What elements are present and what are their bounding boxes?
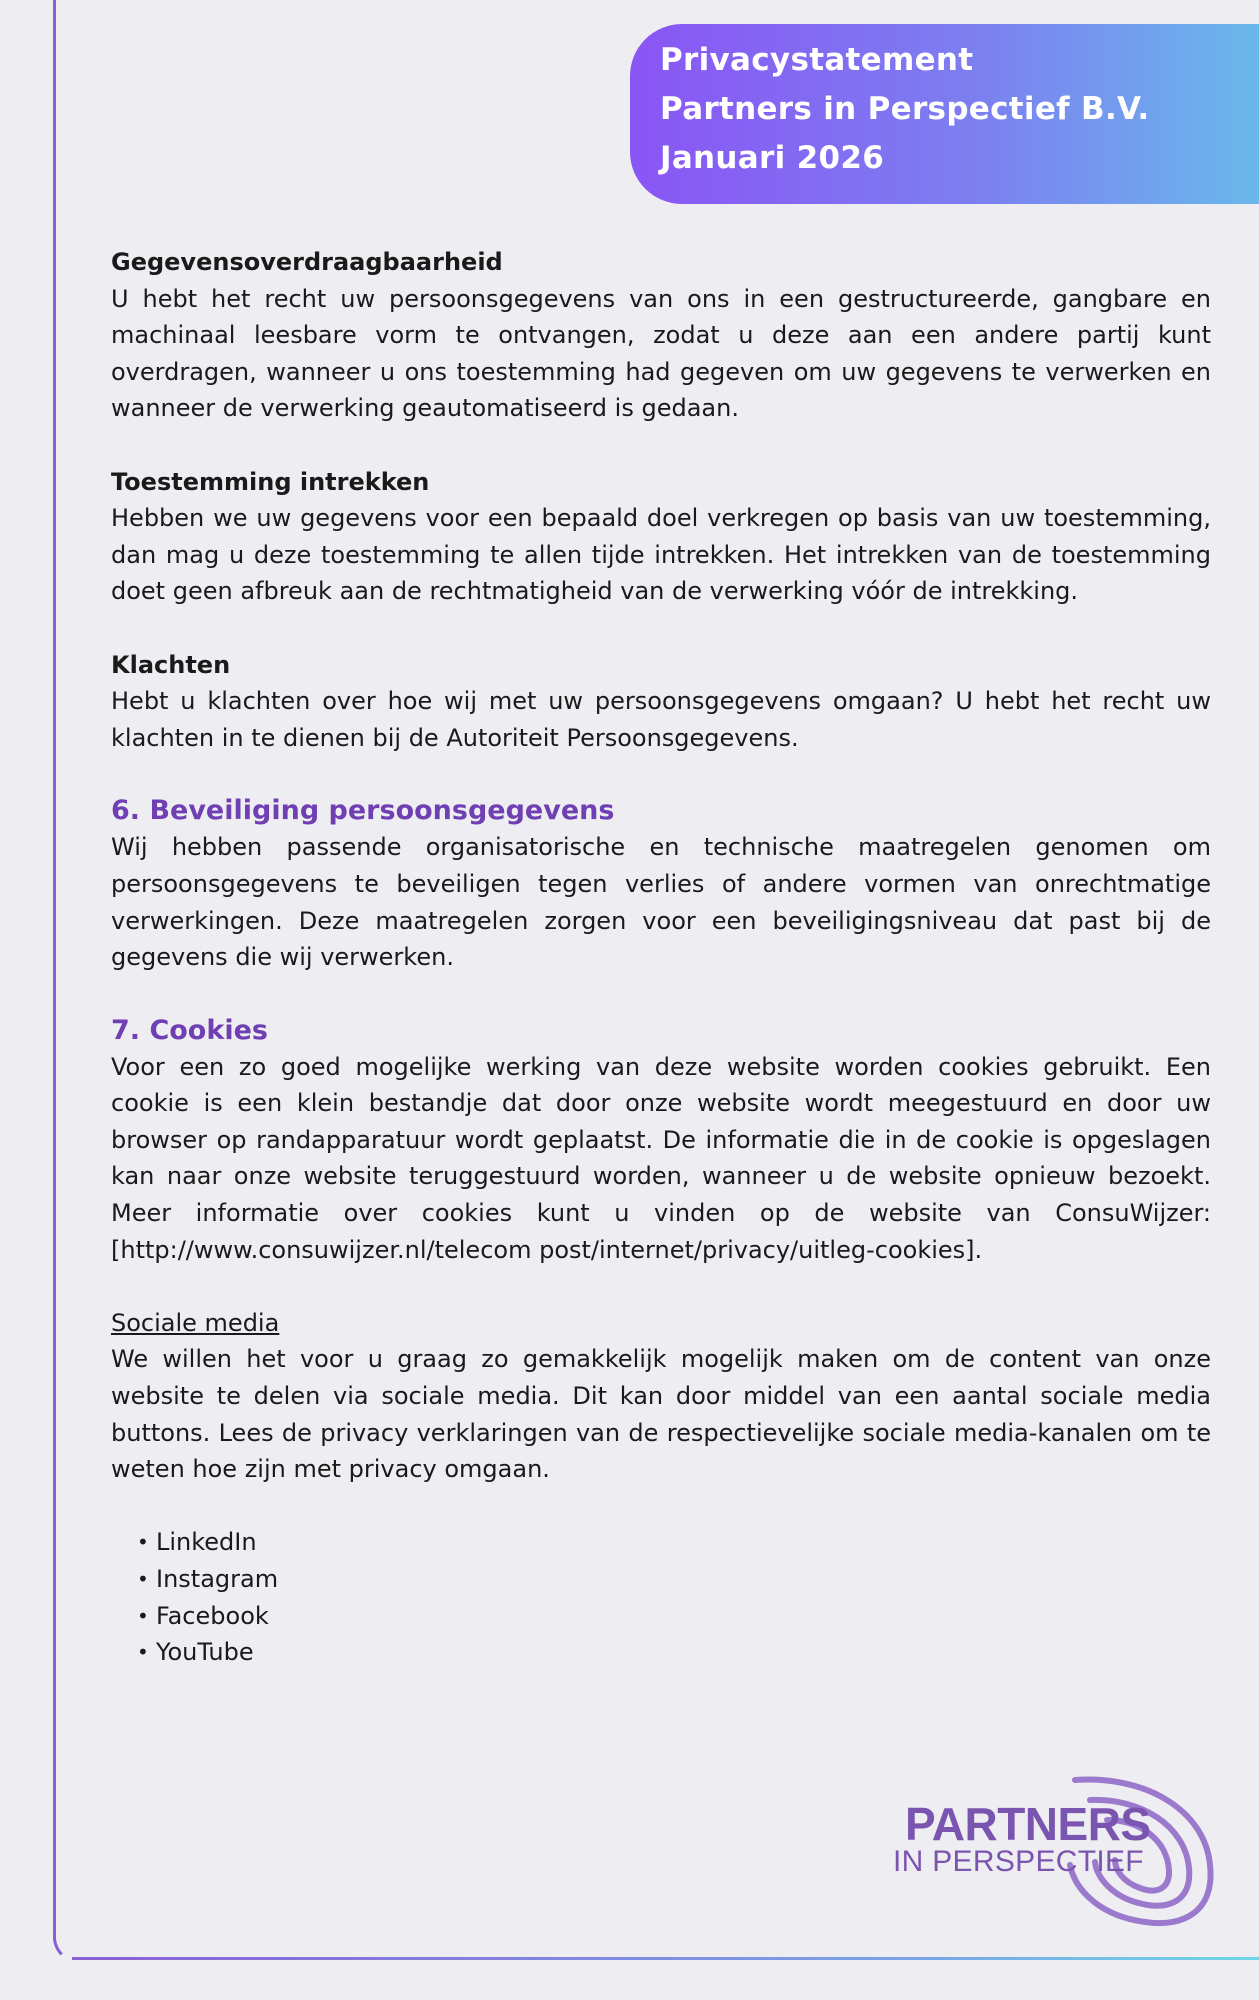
frame-bottom-line (72, 1957, 1259, 1960)
list-item-facebook: • Facebook (137, 1598, 1211, 1635)
header-title: Privacystatement (660, 42, 974, 78)
section-text-portability: U hebt het recht uw persoonsgegevens van ons in een gestructureerde, gangbare en machinaal leesbare vorm te ontvangen, zodat u deze aan een andere partij kunt overdragen, wanneer u ons toestemming had gegeven om uw gegevens te verwerken en wanneer de verwerking geautomatiseerd is gedaan. (111, 284, 1211, 423)
header-date: Januari 2026 (660, 140, 885, 176)
section-title-complaints: Klachten (111, 650, 231, 679)
social-media-list (111, 1524, 1211, 1670)
list-item-instagram: • Instagram (137, 1561, 1211, 1598)
document-body (111, 244, 1211, 1671)
section-title-cookies: 7. Cookies (111, 1014, 268, 1046)
section-text-complaints: Hebt u klachten over hoe wij met uw persoonsgegevens omgaan? U hebt het recht uw klachten in te dienen bij de Autoriteit Persoonsgegevens. (111, 687, 1211, 752)
header-company: Partners in Perspectief B.V. (660, 91, 1150, 127)
section-text-consent: Hebben we uw gegevens voor een bepaald doel verkregen op basis van uw toestemming, dan mag u deze toestemming te allen tijde intrekken. Het intrekken van de toestemming doet geen afbreuk aan de rechtmatigheid van de verwerking vóór de intrekking. (111, 504, 1211, 606)
document-header (630, 24, 1259, 204)
list-item-youtube: • YouTube (137, 1634, 1211, 1671)
company-logo (885, 1770, 1215, 1930)
section-text-security: Wij hebben passende organisatorische en technische maatregelen genomen om persoonsgegevens te beveiligen tegen verlies of andere vormen van onrechtmatige verwerkingen. Deze maatregelen zorgen voor een beveiligingsniveau dat past bij de gegevens die wij verwerken. (111, 833, 1211, 972)
section-text-social: We willen het voor u graag zo gemakkelijk mogelijk maken om de content van onze website te delen via sociale media. Dit kan door middel van een aantal sociale media buttons. Lees de privacy verklaringen van de respectievelijke sociale media-kanalen om te weten hoe zijn met privacy omgaan. (111, 1345, 1211, 1484)
list-item-linkedin: • LinkedIn (137, 1524, 1211, 1561)
section-title-social: Sociale media (111, 1308, 280, 1337)
section-title-security: 6. Beveiliging persoonsgegevens (111, 795, 615, 827)
section-title-consent: Toestemming intrekken (111, 467, 430, 496)
logo-text-perspectief: IN PERSPECTIEF (893, 1845, 1144, 1878)
section-text-cookies: Voor een zo goed mogelijke werking van deze website worden cookies gebruikt. Een cookie is een klein bestandje dat door onze website wordt meegestuurd en door uw browser op randapparatuur wordt geplaatst. De informatie die in de cookie is opgeslagen kan naar onze website teruggestuurd worden, wanneer u de website opnieuw bezoekt. Meer informatie over cookies kunt u vinden op de website van ConsuWijzer: [http://www.consuwijzer.nl/telecom post/internet/privacy/uitleg-cookies]. (111, 1052, 1211, 1264)
logo-text-partners: PARTNERS (905, 1798, 1151, 1850)
section-title-portability: Gegevensoverdraagbaarheid (111, 248, 503, 276)
